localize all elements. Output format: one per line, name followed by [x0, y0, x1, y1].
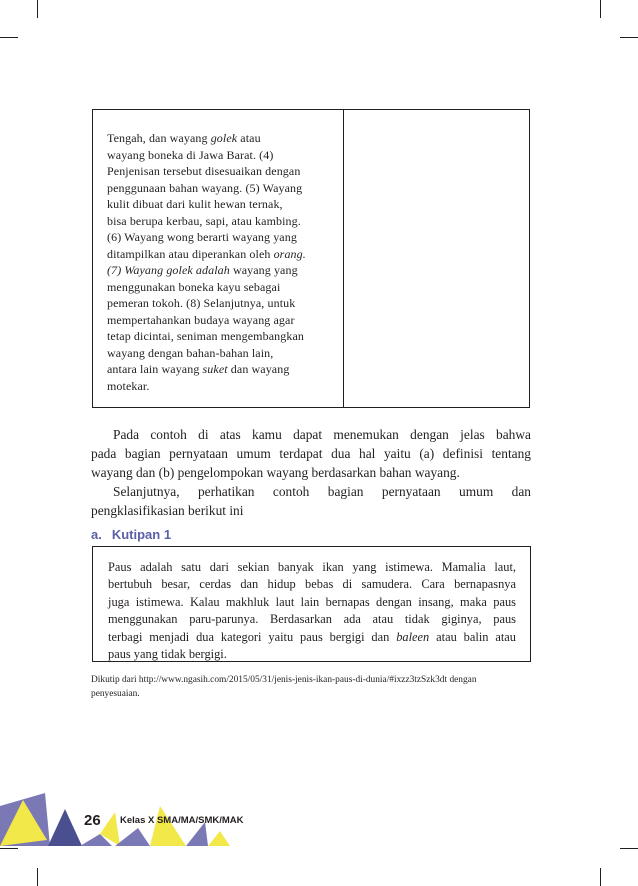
- italic-term: baleen: [396, 629, 430, 644]
- text-run: juga istimewa. Kalau makhluk laut lain bernapas dengan insang, maka paus: [108, 594, 516, 609]
- source-line: penyesuaian.: [91, 689, 140, 699]
- text-run: paus yang tidak bergigi.: [108, 647, 227, 662]
- paragraph-line: wayang dan (b) pengelompokan wayang berdasarkan bahan wayang.: [91, 465, 460, 480]
- paragraph-line: pengklasifikasian berikut ini: [91, 503, 244, 518]
- deco-shape: [48, 809, 82, 846]
- text-run: wayang dengan bahan-bahan lain,: [107, 345, 274, 360]
- book-title: Kelas X SMA/MA/SMK/MAK: [120, 815, 244, 826]
- text-run: menggunakan paru-parunya. Berdasarkan ada atau tidak giginya, paus: [108, 612, 516, 627]
- section-letter: a.: [91, 527, 102, 542]
- text-run: pemeran tokoh. (8) Selanjutnya, untuk: [107, 296, 296, 310]
- text-run: penggunaan bahan wayang. (5) Wayang: [107, 180, 303, 195]
- deco-shape: [115, 828, 150, 846]
- page-number: 26: [84, 812, 101, 829]
- paragraph-line: Pada contoh di atas kamu dapat menemukan dengan jelas bahwa: [113, 427, 531, 442]
- text-run: ditampilkan atau diperankan oleh: [107, 246, 274, 261]
- text-run: atau balin atau: [429, 629, 516, 644]
- text-run: atau: [237, 131, 261, 145]
- text-run: bertubuh besar, cerdas dan hidup bebas di samudera. Cara bernapasnya: [108, 577, 516, 592]
- text-run: Penjenisan tersebut disesuaikan dengan: [107, 164, 301, 178]
- text-run: Paus adalah satu dari sekian banyak ikan yang istimewa. Mamalia laut,: [108, 560, 516, 574]
- text-run: mempertahankan budaya wayang agar: [107, 312, 295, 327]
- text-run: tetap dicintai, seniman mengembangkan: [107, 329, 304, 343]
- paragraph-line: Selanjutnya, perhatikan contoh bagian pernyataan umum dan: [113, 484, 531, 499]
- text-run: antara lain wayang: [107, 362, 203, 376]
- text-run: Tengah, dan wayang: [107, 131, 211, 145]
- deco-shape: [208, 831, 230, 846]
- paragraph-line: pada bagian pernyataan umum terdapat dua hal yaitu (a) definisi tentang: [91, 446, 531, 461]
- deco-shape: [150, 806, 186, 846]
- text-run: wayang yang: [229, 263, 298, 277]
- text-run: dan wayang: [227, 362, 290, 376]
- italic-term: golek: [210, 131, 238, 145]
- text-run: terbagi menjadi dua kategori yaitu paus bergigi dan: [108, 629, 397, 644]
- text-run: (6) Wayang wong berarti wayang yang: [107, 230, 297, 244]
- section-title: Kutipan 1: [111, 527, 172, 542]
- italic-term: (7) Wayang golek adalah: [107, 263, 230, 277]
- source-line: Dikutip dari http://www.ngasih.com/2015/05/31/jenis-jenis-ikan-paus-di-dunia/#ixzz3tzSzk3dt dengan: [91, 675, 477, 685]
- text-run: wayang boneka di Jawa Barat. (4): [107, 147, 274, 162]
- text-run: bisa berupa kerbau, sapi, atau kambing.: [107, 213, 301, 228]
- text-run: menggunakan boneka kayu sebagai: [107, 279, 281, 294]
- text-run: motekar.: [107, 378, 150, 393]
- italic-term: suket: [202, 362, 228, 376]
- italic-term: orang.: [273, 246, 306, 261]
- text-run: kulit dibuat dari kulit hewan ternak,: [107, 197, 283, 211]
